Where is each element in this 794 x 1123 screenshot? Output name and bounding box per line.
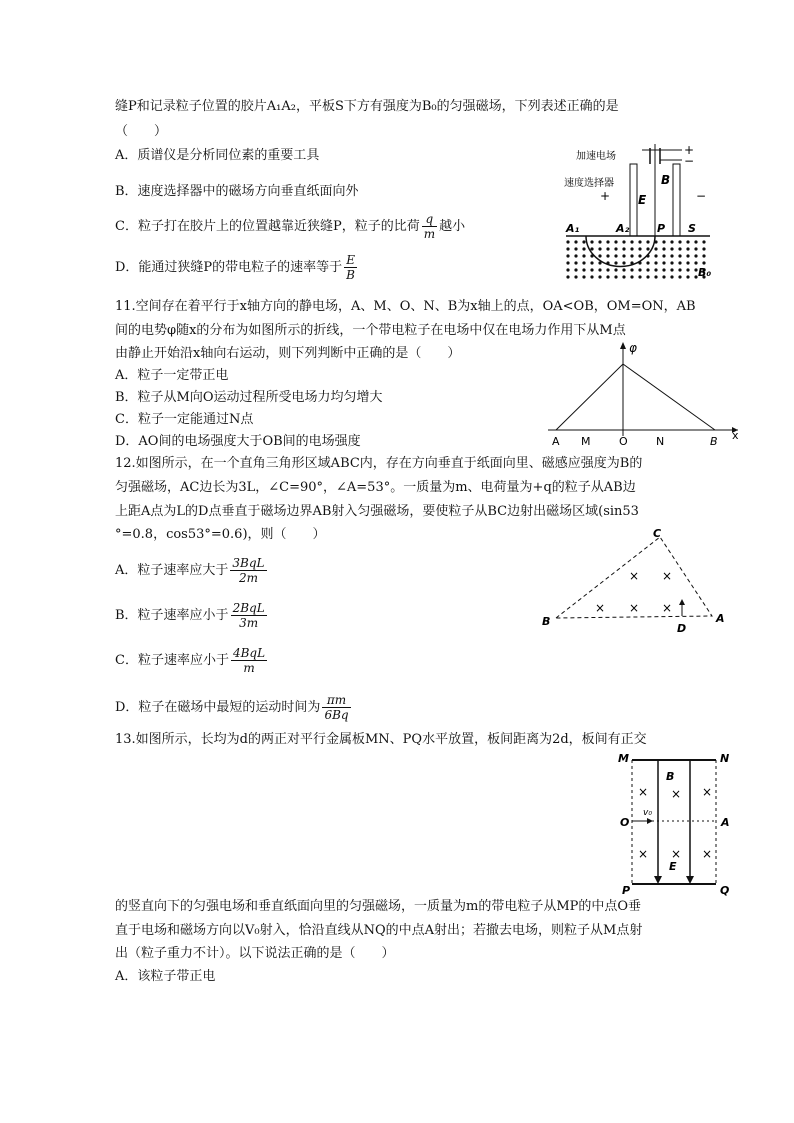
field-dot <box>694 240 697 243</box>
field-dot <box>654 247 657 250</box>
field-dot <box>630 268 633 271</box>
q13-parallel-plates-figure <box>616 752 738 896</box>
fraction-numerator: 4BqL <box>232 646 266 660</box>
fraction-denominator: 6Bq <box>324 708 349 722</box>
q11-option-b: B．粒子从M向O运动过程所受电场力均匀增大 <box>115 390 383 405</box>
q12-option-d-fraction <box>322 693 350 722</box>
field-dot <box>582 268 585 271</box>
label-A1: A₁ <box>566 222 580 235</box>
q11-option-c: C．粒子一定能通过N点 <box>115 412 254 427</box>
q10-option-d-text: D．能通过狭缝P的带电粒子的速率等于 <box>115 260 343 275</box>
field-dot <box>654 261 657 264</box>
phi-axis-arrow <box>620 342 626 349</box>
field-dot <box>574 261 577 264</box>
field-dot <box>694 247 697 250</box>
field-cross: × <box>629 569 640 583</box>
field-dot <box>590 247 593 250</box>
accel-plus: + <box>684 143 695 157</box>
field-dot <box>630 275 633 278</box>
field-dot <box>670 254 673 257</box>
field-dot <box>566 268 569 271</box>
field-dot <box>598 247 601 250</box>
field-dot <box>686 254 689 257</box>
field-dot <box>670 261 673 264</box>
field-dot <box>566 247 569 250</box>
field-dot <box>622 240 625 243</box>
q12-option-b-fraction <box>231 601 267 630</box>
q12-option-a <box>115 556 269 585</box>
field-dot <box>646 247 649 250</box>
field-dot <box>614 240 617 243</box>
q10-option-c <box>115 212 465 241</box>
label-A: A <box>552 435 560 448</box>
field-dot <box>662 268 665 271</box>
label-Q: Q <box>720 884 730 896</box>
q13-option-a: A．该粒子带正电 <box>115 969 216 984</box>
field-dot <box>566 240 569 243</box>
fraction-denominator: m <box>243 661 255 675</box>
field-dot <box>694 254 697 257</box>
field-dot <box>622 247 625 250</box>
label-B: B <box>710 435 718 448</box>
field-dot <box>614 261 617 264</box>
field-dot <box>702 254 705 257</box>
q11-potential-graph <box>540 340 750 452</box>
label-phi: φ <box>629 341 637 355</box>
field-dot <box>622 268 625 271</box>
field-cross: × <box>638 785 649 799</box>
potential-polyline <box>556 364 715 430</box>
field-dot <box>598 275 601 278</box>
field-dot <box>638 254 641 257</box>
q10-option-c-suffix: 越小 <box>439 219 466 234</box>
label-N: N <box>656 435 665 448</box>
field-dot <box>606 247 609 250</box>
field-cross: × <box>629 601 640 615</box>
field-dot <box>686 268 689 271</box>
q11-stem-line1: 11.空间存在着平行于x轴方向的静电场，A、M、O、N、B为x轴上的点，OA<OB，OM=ON，AB <box>115 299 696 314</box>
fraction-denominator: m <box>423 227 436 241</box>
field-dot <box>590 261 593 264</box>
q12-option-c <box>115 646 269 675</box>
field-cross: × <box>595 601 606 615</box>
field-dot <box>630 240 633 243</box>
field-dot <box>590 268 593 271</box>
field-cross: × <box>671 787 682 801</box>
fraction-denominator: B <box>346 268 355 282</box>
q10-stem-line2: （ ） <box>115 124 168 139</box>
label-x: x <box>732 429 739 442</box>
q12-triangle-figure <box>538 528 734 636</box>
field-dot <box>606 254 609 257</box>
fraction-numerator: q <box>422 212 437 227</box>
velocity-arrowhead-v0 <box>647 818 653 824</box>
label-A: A <box>721 816 730 829</box>
field-cross: × <box>662 601 673 615</box>
field-dot <box>646 240 649 243</box>
field-dot <box>678 247 681 250</box>
field-dot <box>678 240 681 243</box>
label-P: P <box>622 884 631 896</box>
label-E: E <box>669 860 677 873</box>
q10-mass-spectrometer-figure <box>560 140 720 286</box>
label-accel-field: 加速电场 <box>576 151 616 162</box>
q12-option-d-text: D．粒子在磁场中最短的运动时间为 <box>115 700 321 715</box>
field-dot <box>686 261 689 264</box>
field-cross: × <box>671 847 682 861</box>
label-A2: A₂ <box>616 222 630 235</box>
field-dot <box>566 275 569 278</box>
label-v0: v₀ <box>643 808 652 818</box>
field-dot <box>646 275 649 278</box>
field-dot <box>678 275 681 278</box>
q10-stem-line1: 缝P和记录粒子位置的胶片A₁A₂，平板S下方有强度为B₀的匀强磁场，下列表述正确的是 <box>115 99 619 114</box>
field-dot <box>670 240 673 243</box>
field-dot <box>582 240 585 243</box>
field-dot <box>686 275 689 278</box>
field-dot <box>702 240 705 243</box>
label-P: P <box>657 222 666 235</box>
field-dot <box>702 247 705 250</box>
field-dot <box>566 254 569 257</box>
field-dot <box>654 268 657 271</box>
field-dot <box>638 275 641 278</box>
field-dot <box>678 261 681 264</box>
label-B: B <box>666 770 675 783</box>
trajectory-arc <box>586 236 655 266</box>
field-dot <box>686 247 689 250</box>
field-dot <box>630 247 633 250</box>
field-dot <box>686 240 689 243</box>
field-dot <box>662 240 665 243</box>
label-A: A <box>716 612 725 625</box>
field-dot <box>606 275 609 278</box>
label-N: N <box>720 752 730 765</box>
field-dot <box>574 240 577 243</box>
field-dot <box>662 275 665 278</box>
field-cross: × <box>702 785 713 799</box>
q10-option-d <box>115 253 359 282</box>
q12-option-a-text: A．粒子速率应大于 <box>115 563 229 578</box>
field-cross: × <box>662 569 673 583</box>
fraction-numerator: E <box>344 253 357 268</box>
selector-plus: + <box>600 189 611 203</box>
selector-plate-right <box>673 164 680 236</box>
field-dot <box>662 247 665 250</box>
field-dot <box>670 268 673 271</box>
q12-option-a-fraction <box>230 556 266 585</box>
field-dot <box>574 254 577 257</box>
field-dot <box>638 247 641 250</box>
fraction-numerator: πm <box>322 693 350 708</box>
q13-stem-line3: 直于电场和磁场方向以V₀射入，恰沿直线从NQ的中点A射出；若撤去电场，则粒子从M点射 <box>115 923 643 938</box>
q13-stem-line1: 13.如图所示，长均为d的两正对平行金属板MN、PQ水平放置，板间距离为2d，板间有正交 <box>115 732 647 747</box>
q11-option-d: D．AO间的电场强度大于OB间的电场强度 <box>115 434 361 449</box>
field-dot <box>574 275 577 278</box>
field-arrowhead-1 <box>654 876 662 884</box>
q12-option-d <box>115 693 353 722</box>
field-dot <box>614 254 617 257</box>
field-dot <box>622 275 625 278</box>
q11-option-a: A．粒子一定带正电 <box>115 368 229 383</box>
q12-option-c-fraction <box>231 646 267 675</box>
selector-minus: − <box>696 189 707 203</box>
q12-option-c-text: C．粒子速率应小于 <box>115 653 229 668</box>
field-dot <box>574 268 577 271</box>
field-dot <box>598 254 601 257</box>
field-dot <box>582 247 585 250</box>
field-dot <box>638 268 641 271</box>
label-C: C <box>653 528 662 540</box>
field-dot <box>662 254 665 257</box>
q12-option-b <box>115 601 269 630</box>
q10-option-c-fraction <box>422 212 437 241</box>
label-D: D <box>677 622 687 635</box>
field-dot <box>566 261 569 264</box>
field-dot <box>638 240 641 243</box>
field-dot <box>590 275 593 278</box>
field-dot <box>582 254 585 257</box>
q12-stem-line2: 匀强磁场，AC边长为3L，∠C=90°，∠A=53°。一质量为m、电荷量为+q的粒子从AB边 <box>115 480 636 495</box>
label-S: S <box>688 222 696 235</box>
label-B: B <box>661 173 671 187</box>
field-dot <box>662 261 665 264</box>
field-dot <box>582 275 585 278</box>
field-dot <box>614 247 617 250</box>
field-dot <box>678 268 681 271</box>
label-E: E <box>638 193 647 207</box>
field-dot <box>574 247 577 250</box>
field-dot <box>646 261 649 264</box>
q13-stem-line2: 的竖直向下的匀强电场和垂直纸面向里的匀强磁场，一质量为m的带电粒子从MP的中点O垂 <box>115 899 642 914</box>
label-O: O <box>619 435 628 448</box>
field-cross: × <box>638 847 649 861</box>
q10-option-a: A．质谱仪是分析同位素的重要工具 <box>115 148 320 163</box>
field-dot <box>678 254 681 257</box>
field-dot <box>614 268 617 271</box>
label-B0: B₀ <box>698 266 712 279</box>
label-velocity-selector: 速度选择器 <box>564 178 614 189</box>
label-M: M <box>581 435 591 448</box>
field-cross: × <box>702 847 713 861</box>
field-dot <box>606 240 609 243</box>
accel-minus: − <box>684 154 695 168</box>
field-dot <box>630 254 633 257</box>
field-dot <box>622 261 625 264</box>
field-dot <box>606 268 609 271</box>
fraction-numerator: 2BqL <box>232 601 265 615</box>
field-dot <box>614 275 617 278</box>
field-dot <box>654 275 657 278</box>
field-dot <box>622 254 625 257</box>
fraction-numerator: 3BqL <box>232 556 265 570</box>
fraction-denominator: 2m <box>238 571 258 585</box>
selector-plate-left <box>630 164 637 236</box>
field-dot <box>598 268 601 271</box>
field-dot <box>694 261 697 264</box>
q11-stem-line2: 间的电势φ随x的分布为如图所示的折线，一个带电粒子在电场中仅在电场力作用下从M点 <box>115 323 626 338</box>
label-B: B <box>542 615 551 628</box>
field-dot <box>654 254 657 257</box>
label-O: O <box>620 816 630 829</box>
field-dot <box>598 240 601 243</box>
q12-stem-line3: 上距A点为L的D点垂直于磁场边界AB射入匀强磁场，要使粒子从BC边射出磁场区域(sin53 <box>115 504 639 519</box>
field-dot <box>582 261 585 264</box>
field-arrowhead-2 <box>686 876 694 884</box>
fraction-denominator: 3m <box>239 616 259 630</box>
label-M: M <box>618 752 629 765</box>
field-dot <box>702 261 705 264</box>
q11-stem-line3: 由静止开始沿x轴向右运动，则下列判断中正确的是（ ） <box>115 346 461 361</box>
field-dot <box>670 247 673 250</box>
velocity-arrowhead-D <box>679 599 685 605</box>
q10-option-d-fraction <box>344 253 357 282</box>
field-dot <box>670 275 673 278</box>
q13-stem-line4: 出（粒子重力不计）。以下说法正确的是（ ） <box>115 946 395 961</box>
q12-stem-line4: °=0.8，cos53°=0.6)，则（ ） <box>115 527 326 542</box>
q10-option-b: B．速度选择器中的磁场方向垂直纸面向外 <box>115 184 359 199</box>
field-dot <box>590 240 593 243</box>
q12-option-b-text: B．粒子速率应小于 <box>115 608 229 623</box>
q10-option-c-text: C．粒子打在胶片上的位置越靠近狭缝P，粒子的比荷 <box>115 219 420 234</box>
q12-stem-line1: 12.如图所示，在一个直角三角形区域ABC内，存在方向垂直于纸面向里、磁感应强度为B的 <box>115 456 643 471</box>
field-dot <box>646 268 649 271</box>
